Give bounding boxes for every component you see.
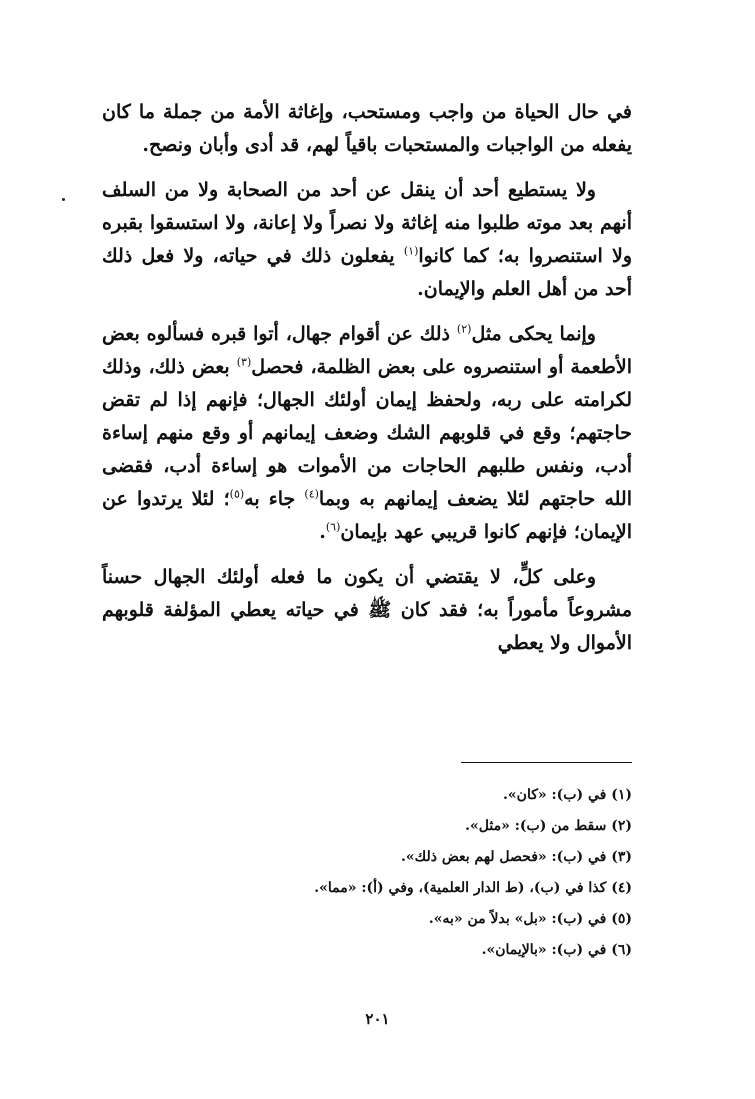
text-run: يفعلون ذلك في حياته، ولا فعل ذلك أحد من أهل العلم والإيمان. bbox=[102, 245, 632, 300]
footnote-4: (٤) كذا في (ب)، (ط الدار العلمية)، وفي (أ): «مما». bbox=[314, 880, 632, 896]
footnote-ref-3: (٣) bbox=[236, 355, 252, 369]
text-run: في حال الحياة من واجب ومستحب، وإغاثة الأمة من جملة ما كان يفعله من الواجبات والمستحبات باقياً لهم، قد أدى وأبان ونصح. bbox=[102, 101, 632, 156]
footnotes bbox=[160, 780, 632, 966]
footnote-ref-4: (٤) bbox=[304, 487, 319, 501]
paragraph-3 bbox=[102, 318, 632, 549]
text-run: بعض ذلك، وذلك لكرامته على ربه، ولحفظ إيمان أولئك الجهال؛ فإنهم إذا لم تقض حاجتهم؛ وقع في قلوبهم الشك وضعف إيمانهم أو وقع منهم إساءة أدب، ونفس طلبهم الحاجات من الأموات هو إساءة أدب، فقضى الله حاجتهم لئلا يضعف إيمانهم به وبما bbox=[102, 356, 632, 510]
paragraph-4 bbox=[102, 561, 632, 660]
footnote-6: (٦) في (ب): «بالإيمان». bbox=[481, 942, 632, 958]
page-number: ٢٠١ bbox=[365, 1010, 390, 1028]
footnote-5: (٥) في (ب): «بل» بدلاً من «به». bbox=[428, 911, 632, 927]
text-run: جاء به bbox=[244, 488, 305, 510]
footnote-ref-2: (٢) bbox=[456, 322, 472, 336]
paragraph-1 bbox=[102, 96, 632, 162]
text-run: ذلك عن أقوام جهال، أتوا قبره فسألوه بعض الأطعمة أو استنصروه على بعض الظلمة، فحصل bbox=[102, 323, 632, 378]
footnote-ref-5: (٥) bbox=[229, 487, 245, 501]
footnote-3: (٣) في (ب): «فحصل لهم بعض ذلك». bbox=[401, 849, 632, 865]
text-run: . bbox=[319, 521, 326, 543]
text-run: وعلى كلٍّ، لا يقتضي أن يكون ما فعله أولئك الجهال حسناً مشروعاً مأموراً به؛ فقد كان ﷺ في حياته يعطي المؤلفة قلوبهم الأموال ولا يعطي bbox=[102, 566, 632, 654]
text-run: وإنما يحكى مثل bbox=[471, 323, 596, 345]
paragraph-2 bbox=[102, 174, 632, 306]
footnote-ref-1: (١) bbox=[403, 244, 419, 258]
footnote-1: (١) في (ب): «كان». bbox=[503, 787, 632, 803]
footnote-separator bbox=[461, 762, 632, 763]
text-run: ولا يستطيع أحد أن ينقل عن أحد من الصحابة ولا من السلف أنهم بعد موته طلبوا منه إغاثة ولا نصراً ولا إعانة، ولا استسقوا بقبره ولا استنصروا به؛ كما كانوا bbox=[102, 179, 632, 267]
main-text bbox=[102, 96, 632, 672]
stray-ink-dot bbox=[62, 198, 65, 201]
text-run: ؛ لئلا يرتدوا عن الإيمان؛ فإنهم كانوا قريبي عهد بإيمان bbox=[102, 488, 632, 543]
footnote-ref-6: (٦) bbox=[325, 520, 341, 534]
footnote-2: (٢) سقط من (ب): «مثل». bbox=[465, 818, 632, 834]
